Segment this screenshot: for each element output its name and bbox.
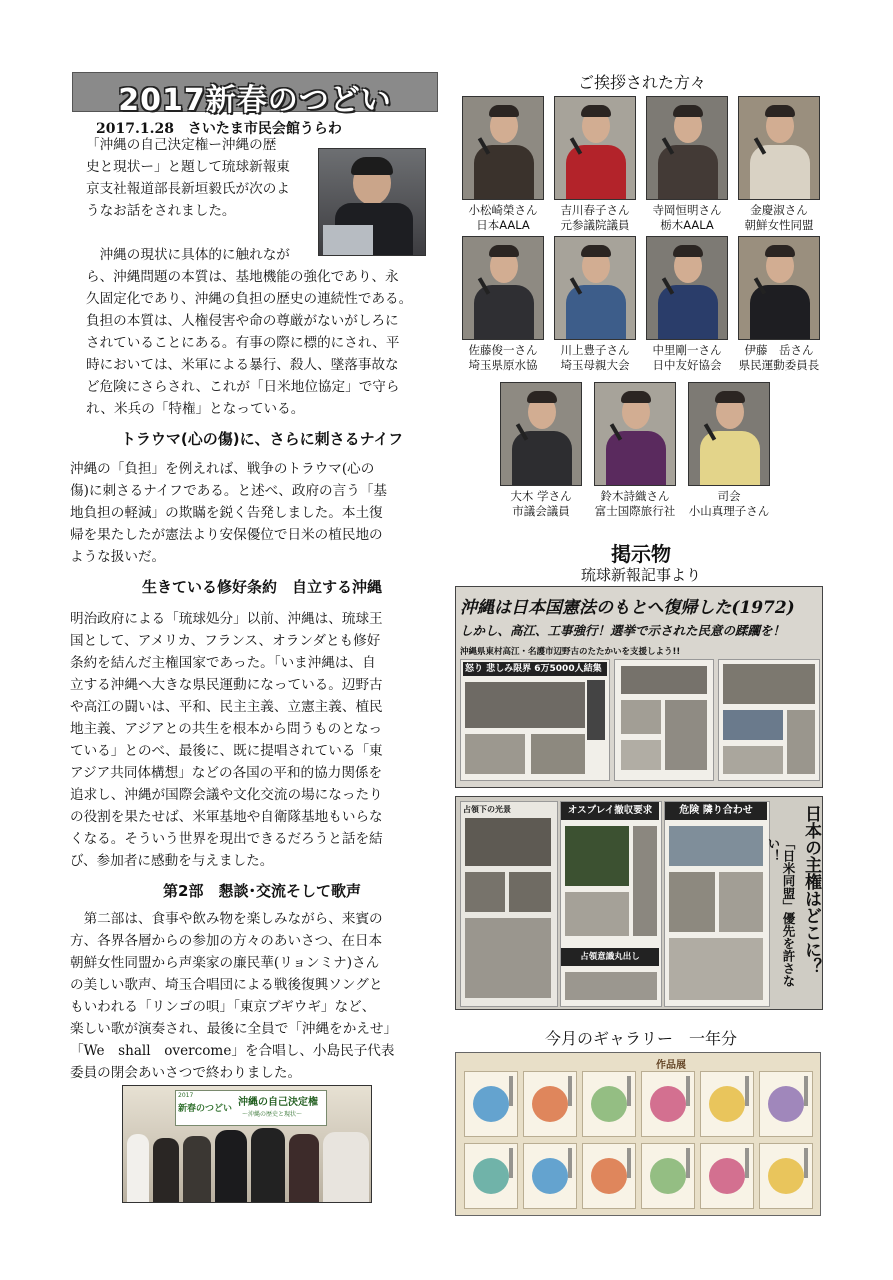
text-line: ら、沖縄問題の本質は、基地機能の強化であり、永 (86, 269, 399, 285)
gallery-artwork (582, 1143, 636, 1209)
article-para1 (86, 244, 438, 420)
greeter-caption (546, 203, 644, 233)
text-line: されていることにある。有事の際に標的にされ、平 (86, 335, 400, 351)
event-banner: 2017 新春のつどい 沖縄の自己決定権 〜沖縄の歴史と現状〜 (175, 1090, 327, 1126)
gallery-artwork (464, 1143, 518, 1209)
gallery-banner: 作品展 (656, 1060, 686, 1071)
greeter-name: 吉川春子さん (560, 203, 630, 217)
greeter-photo (646, 236, 728, 340)
greeter-name: 小松崎榮さん (468, 203, 538, 217)
greeter-photo (462, 236, 544, 340)
bulletin-board-1 (455, 586, 823, 788)
greeter-caption (680, 489, 778, 519)
text-line: 沖縄の現状に具体的に触れなが (86, 247, 290, 263)
gallery-artwork (641, 1143, 695, 1209)
article-para3 (70, 608, 442, 872)
greeter-caption (492, 489, 590, 519)
greeter-caption (638, 343, 736, 373)
board2-headline-osprey: オスプレイ撤収要求 (561, 802, 659, 820)
board2-side-slogan-a: 日本の主権はどこに？ (801, 805, 821, 975)
gallery-artwork (582, 1071, 636, 1137)
gallery-artwork (641, 1071, 695, 1137)
page-title: 2017新春のつどい (118, 83, 392, 118)
greeter-photo (554, 236, 636, 340)
gallery-heading: 今月のギャラリー 一年分 (544, 1029, 737, 1048)
article-para2 (70, 458, 442, 568)
greeter-name: 金慶淑さん (750, 203, 808, 217)
board2-side-slogan-b: 「日米同盟」優先を許さない！ (766, 837, 796, 987)
greeter-photo (500, 382, 582, 486)
greeter-org: 栃木AALA (660, 218, 714, 232)
bulletin-subheading: 琉球新報記事より (580, 566, 701, 584)
greeter-photo (646, 96, 728, 200)
text-line: 地主義、アジアとの共生を根本から問うものとなっ (70, 721, 383, 737)
greeter-org: 日中友好協会 (652, 358, 722, 372)
text-line: 条約を結んだ主権国家であった。「いま沖縄は、自 (70, 655, 376, 671)
text-line: 時においては、米軍による暴行、殺人、墜落事故な (86, 357, 399, 373)
greeter-caption (454, 343, 552, 373)
text-line: れ、米兵の「特権」となっている。 (86, 401, 305, 417)
text-line: くなる。そういう世界を現出できるだろうと話を結 (70, 831, 383, 847)
text-line: アジア共同体構想」などの各国の平和的協力関係を (70, 765, 383, 781)
text-line: 傷)に刺さるナイフである。と述べ、政府の言う「基 (70, 483, 388, 499)
text-line: の役割を果たせば、米軍基地や自衛隊基地もいらな (70, 809, 383, 825)
gallery-artwork (523, 1071, 577, 1137)
greeter-org: 県民運動委員長 (738, 358, 820, 372)
section-heading-trauma: トラウマ(心の傷)に、さらに刺さるナイフ (120, 430, 404, 448)
bulletin-heading: 掲示物 (611, 542, 671, 566)
text-line: ど危険にさらされ、これが「日米地位協定」で守ら (86, 379, 400, 395)
greeter-name: 佐藤俊一さん (468, 343, 538, 357)
greeter-photo (738, 96, 820, 200)
text-line: ような扱いだ。 (70, 549, 166, 565)
text-line: 追求し、沖縄が国際会議や文化交流の場になったり (70, 787, 383, 803)
intro-text (86, 134, 318, 222)
greeter-photo (462, 96, 544, 200)
text-line: 明治政府による「琉球処分」以前、沖縄は、琉球王 (70, 611, 383, 627)
text-line: 地負担の軽減」の欺瞞を鋭く告発しました。本土復 (70, 505, 383, 521)
greeters-heading: ご挨拶された方々 (577, 73, 706, 92)
board2-headline-occupation: 占領下の光景 (463, 805, 511, 814)
group-singing-photo (122, 1085, 372, 1203)
text-line: 沖縄の「負担」を例えれば、戦争のトラウマ(心の (70, 461, 375, 477)
gallery-artwork (523, 1143, 577, 1209)
text-line: もいわれる「リンゴの唄」「東京ブギウギ」など、 (70, 999, 376, 1015)
date-venue: 2017.1.28 さいたま市民会館うらわ (96, 121, 342, 137)
gallery-photo (455, 1052, 821, 1216)
text-line: び、参加者に感動を与えました。 (70, 853, 274, 869)
text-line: 「沖縄の自己決定権ー沖縄の歴 (86, 137, 277, 153)
gallery-artwork (464, 1071, 518, 1137)
greeter-org: 埼玉母親大会 (560, 358, 630, 372)
text-line: ている」とのべ、最後に、既に提唱されている「東 (70, 743, 383, 759)
text-line: 方、各界各層からの参加の方々のあいさつ、在日本 (70, 933, 383, 949)
greeter-org: 市議会議員 (512, 504, 570, 518)
greeter-photo (554, 96, 636, 200)
bulletin-board-2 (455, 796, 823, 1010)
text-line: 第二部は、食事や飲み物を楽しみながら、来賓の (70, 911, 383, 927)
greeter-caption (546, 343, 644, 373)
greeter-caption (586, 489, 684, 519)
greeter-name: 寺岡恒明さん (652, 203, 722, 217)
text-line: 朝鮮女性同盟から声楽家の廉民華(リョンミナ)さん (70, 955, 380, 971)
speaker-photo (318, 148, 426, 256)
greeter-name: 大木 学さん (510, 489, 572, 503)
board1-slogan-1: 沖縄は日本国憲法のもとへ復帰した(1972) (460, 598, 795, 618)
greeter-org: 日本AALA (476, 218, 530, 232)
text-line: 「We shall overcome」を合唱し、小島民子代表 (70, 1043, 395, 1059)
gallery-artwork (700, 1071, 754, 1137)
gallery-artwork (759, 1071, 813, 1137)
greeter-name: 司会 (717, 489, 741, 503)
text-line: の美しい歌声、埼玉合唱団による戦後復興ソングと (70, 977, 383, 993)
greeter-caption (730, 203, 828, 233)
greeter-photo (738, 236, 820, 340)
board1-headline: 怒り 悲しみ限界 6万5000人結集 (463, 662, 607, 676)
text-line: 史と現状ー」と題して琉球新報東 (86, 159, 290, 175)
section-heading-part2: 第2部 懇談･交流そして歌声 (163, 882, 361, 900)
text-line: 帰を果たしたが憲法より安保優位で日米の植民地の (70, 527, 383, 543)
article-para4 (70, 908, 442, 1084)
greeter-caption (730, 343, 828, 373)
greeter-photo (594, 382, 676, 486)
title-banner (72, 72, 438, 118)
board1-slogan-3: 沖縄県東村高江・名護市辺野古のたたかいを支援しよう!! (460, 647, 681, 657)
board2-headline-occupied-mind: 占領意識丸出し (561, 948, 659, 966)
greeter-org: 富士国際旅行社 (594, 504, 676, 518)
greeter-caption (638, 203, 736, 233)
greeter-photo (688, 382, 770, 486)
section-heading-treaty: 生きている修好条約 自立する沖縄 (141, 578, 382, 596)
text-line: 国として、アメリカ、フランス、オランダとも修好 (70, 633, 381, 649)
text-line: 負担の本質は、人権侵害や命の尊厳がないがしろに (86, 313, 399, 329)
board1-slogan-2: しかし、高江、工事強行！選挙で示された民意の蹂躙を！ (460, 623, 786, 638)
greeters-row1 (462, 96, 822, 236)
greeters-row3 (500, 382, 800, 524)
gallery-artwork (700, 1143, 754, 1209)
greeter-org: 埼玉県原水協 (468, 358, 538, 372)
board2-headline-danger: 危険 隣り合わせ (665, 802, 767, 820)
greeter-org: 小山真理子さん (688, 504, 770, 518)
greeter-name: 川上豊子さん (560, 343, 630, 357)
text-line: うなお話をされました。 (86, 203, 236, 219)
greeter-name: 伊藤 岳さん (744, 343, 814, 357)
text-line: 京支社報道部長新垣毅氏が次のよ (86, 181, 290, 197)
greeter-org: 元参議院議員 (560, 218, 630, 232)
text-line: 委員の閉会あいさつで終わりました。 (70, 1065, 302, 1081)
greeter-caption (454, 203, 552, 233)
greeters-row2 (462, 236, 822, 378)
text-line: や高江の闘いは、平和、民主主義、立憲主義、植民 (70, 699, 383, 715)
greeter-name: 中里剛一さん (652, 343, 722, 357)
greeter-org: 朝鮮女性同盟 (744, 218, 814, 232)
text-line: 久固定化であり、沖縄の負担の歴史の連続性である。 (86, 291, 413, 307)
text-line: 立する沖縄へ大きな県民運動になっている。辺野古 (70, 677, 383, 693)
text-line: 楽しい歌が演奏され、最後に全員で「沖縄をかえせ」 (70, 1021, 398, 1037)
gallery-artwork (759, 1143, 813, 1209)
greeter-name: 鈴木詩織さん (600, 489, 670, 503)
